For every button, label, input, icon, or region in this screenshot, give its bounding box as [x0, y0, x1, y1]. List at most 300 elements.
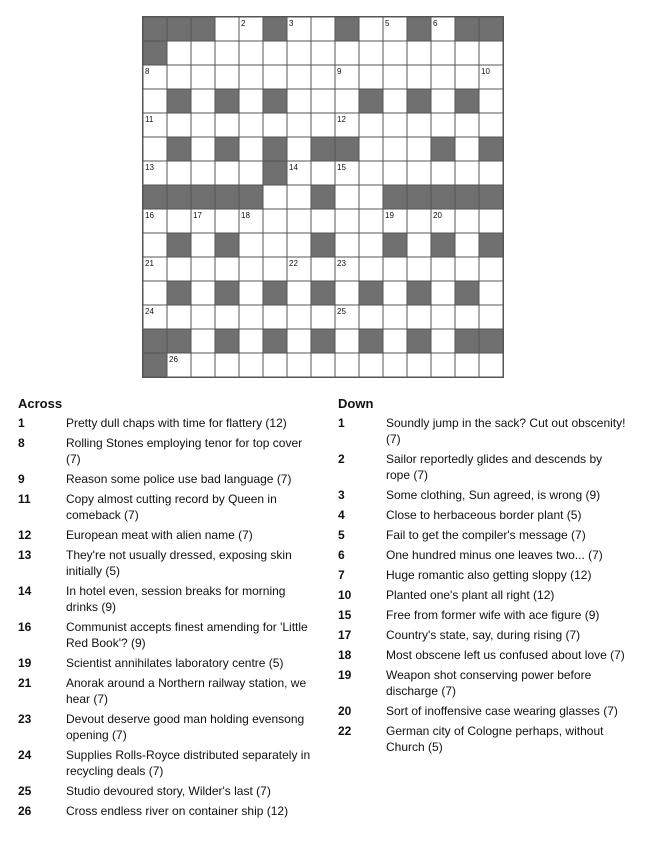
down-heading: Down: [338, 396, 374, 411]
cell-number: 26: [169, 355, 178, 364]
clue-text: Studio devoured story, Wilder's last (7): [66, 784, 271, 798]
clue-text: Planted one's plant all right (12): [386, 588, 555, 602]
across-clue: [18, 491, 318, 523]
block-cell: [168, 186, 191, 209]
grid-cell[interactable]: [456, 42, 479, 65]
cell-number: 5: [385, 19, 390, 28]
cell-number: 3: [289, 19, 294, 28]
grid-cell[interactable]: [192, 66, 215, 89]
block-cell: [144, 18, 167, 41]
block-cell: [384, 186, 407, 209]
clue-number: 9: [18, 472, 25, 486]
block-cell: [168, 234, 191, 257]
clue-text: Rolling Stones employing tenor for top cover (7): [66, 436, 303, 466]
grid-cell[interactable]: [384, 90, 407, 113]
clue-number: 17: [338, 628, 352, 642]
grid-cell[interactable]: [192, 162, 215, 185]
down-clue: [338, 527, 628, 543]
cell-number: 21: [145, 259, 154, 268]
clue-number: 22: [338, 724, 352, 738]
clue-number: 19: [18, 656, 32, 670]
cell-number: 6: [433, 19, 438, 28]
grid-cell[interactable]: [168, 306, 191, 329]
grid-cell[interactable]: [192, 42, 215, 65]
clue-text: Devout deserve good man holding evensong opening (7): [66, 712, 305, 742]
cell-number: 23: [337, 259, 346, 268]
grid-cell[interactable]: [456, 234, 479, 257]
grid-cell[interactable]: [480, 42, 503, 65]
grid-cell[interactable]: [288, 210, 311, 233]
clue-number: 13: [18, 548, 32, 562]
clue-number: 5: [338, 528, 345, 542]
clue-text: Huge romantic also getting sloppy (12): [386, 568, 592, 582]
grid-cell[interactable]: [336, 330, 359, 353]
grid-cell[interactable]: [432, 90, 455, 113]
grid-cell[interactable]: [240, 282, 263, 305]
cell-number: 13: [145, 163, 154, 172]
grid-cell[interactable]: [360, 186, 383, 209]
cell-number: 14: [289, 163, 298, 172]
grid-cell[interactable]: [336, 210, 359, 233]
block-cell: [192, 186, 215, 209]
clue-text: Free from former wife with ace figure (9): [386, 608, 600, 622]
grid-cell[interactable]: [384, 282, 407, 305]
grid-cell[interactable]: [312, 66, 335, 89]
grid-cell[interactable]: [264, 114, 287, 137]
grid-cell[interactable]: [240, 258, 263, 281]
grid-cell[interactable]: [192, 330, 215, 353]
grid-cell[interactable]: [288, 66, 311, 89]
grid-cell[interactable]: [264, 42, 287, 65]
grid-cell[interactable]: [312, 306, 335, 329]
grid-cell[interactable]: [168, 66, 191, 89]
cell-number: 12: [337, 115, 346, 124]
clue-number: 14: [18, 584, 32, 598]
down-clue: [338, 627, 628, 643]
grid-cell[interactable]: [240, 306, 263, 329]
grid-cell[interactable]: [408, 306, 431, 329]
grid-cell[interactable]: [264, 258, 287, 281]
grid-cell[interactable]: [312, 42, 335, 65]
cell-number: 16: [145, 211, 154, 220]
across-clue: [18, 783, 318, 799]
grid-cell[interactable]: [240, 138, 263, 161]
grid-cell[interactable]: [360, 114, 383, 137]
block-cell: [480, 186, 503, 209]
block-cell: [144, 186, 167, 209]
clue-number: 10: [338, 588, 352, 602]
grid-cell[interactable]: [432, 306, 455, 329]
grid-cell[interactable]: [336, 354, 359, 377]
block-cell: [264, 330, 287, 353]
clue-number: 15: [338, 608, 352, 622]
grid-cell[interactable]: [288, 114, 311, 137]
grid-cell[interactable]: [336, 234, 359, 257]
block-cell: [216, 282, 239, 305]
block-cell: [336, 18, 359, 41]
grid-cell[interactable]: [408, 42, 431, 65]
block-cell: [432, 234, 455, 257]
block-cell: [144, 354, 167, 377]
clue-text: European meat with alien name (7): [66, 528, 253, 542]
grid-cell[interactable]: [168, 114, 191, 137]
grid-cell[interactable]: [456, 354, 479, 377]
grid-cell[interactable]: [312, 18, 335, 41]
grid-cell[interactable]: [408, 66, 431, 89]
block-cell: [456, 90, 479, 113]
grid-cell[interactable]: [360, 354, 383, 377]
grid-cell[interactable]: [432, 114, 455, 137]
clue-text: Pretty dull chaps with time for flattery (12): [66, 416, 287, 430]
grid-cell[interactable]: [384, 354, 407, 377]
block-cell: [216, 234, 239, 257]
clue-number: 16: [18, 620, 32, 634]
down-clue: [338, 607, 628, 623]
clue-text: Supplies Rolls-Royce distributed separately in recycling deals (7): [66, 748, 311, 778]
clue-text: German city of Cologne perhaps, without Church (5): [386, 724, 604, 754]
clue-number: 24: [18, 748, 32, 762]
cell-number: 22: [289, 259, 298, 268]
clue-number: 2: [338, 452, 345, 466]
grid-cell[interactable]: [360, 138, 383, 161]
grid-cell[interactable]: [456, 306, 479, 329]
grid-cell[interactable]: [264, 306, 287, 329]
grid-cell[interactable]: [408, 354, 431, 377]
clue-text: Close to herbaceous border plant (5): [386, 508, 582, 522]
across-clue: [18, 435, 318, 467]
down-clue: [338, 567, 628, 583]
grid-cell[interactable]: [480, 354, 503, 377]
grid-cell[interactable]: [240, 66, 263, 89]
block-cell: [456, 330, 479, 353]
grid-cell[interactable]: [408, 210, 431, 233]
grid-cell[interactable]: [480, 114, 503, 137]
block-cell: [456, 186, 479, 209]
clue-number: 25: [18, 784, 32, 798]
clue-number: 1: [338, 416, 345, 430]
grid-cell[interactable]: [168, 210, 191, 233]
down-clue: [338, 547, 628, 563]
grid-cell[interactable]: [240, 354, 263, 377]
block-cell: [216, 186, 239, 209]
grid-cell[interactable]: [216, 66, 239, 89]
grid-cell[interactable]: [288, 282, 311, 305]
grid-cell[interactable]: [240, 162, 263, 185]
grid-cell[interactable]: [360, 18, 383, 41]
cell-number: 18: [241, 211, 250, 220]
block-cell: [312, 138, 335, 161]
block-cell: [168, 330, 191, 353]
cell-number: 8: [145, 67, 150, 76]
grid-cell[interactable]: [384, 330, 407, 353]
grid-cell[interactable]: [288, 330, 311, 353]
grid-cell[interactable]: [432, 330, 455, 353]
grid-cell[interactable]: [312, 210, 335, 233]
clue-number: 1: [18, 416, 25, 430]
grid-cell[interactable]: [312, 162, 335, 185]
grid-cell[interactable]: [264, 66, 287, 89]
block-cell: [408, 18, 431, 41]
block-cell: [264, 90, 287, 113]
across-clue: [18, 583, 318, 615]
across-clue: [18, 747, 318, 779]
grid-cell[interactable]: [264, 186, 287, 209]
clue-number: 18: [338, 648, 352, 662]
block-cell: [408, 330, 431, 353]
block-cell: [432, 138, 455, 161]
cell-number: 25: [337, 307, 346, 316]
cell-number: 2: [241, 19, 246, 28]
grid-cell[interactable]: [288, 186, 311, 209]
grid-cell[interactable]: [216, 18, 239, 41]
clue-number: 11: [18, 492, 31, 506]
block-cell: [312, 186, 335, 209]
block-cell: [360, 330, 383, 353]
across-clue: [18, 471, 318, 487]
down-clue: [338, 647, 628, 663]
grid-cell[interactable]: [216, 162, 239, 185]
grid-cell[interactable]: [168, 42, 191, 65]
block-cell: [408, 186, 431, 209]
grid-cell[interactable]: [264, 354, 287, 377]
block-cell: [192, 18, 215, 41]
grid-cell[interactable]: [384, 42, 407, 65]
grid-cell[interactable]: [168, 162, 191, 185]
grid-cell[interactable]: [144, 90, 167, 113]
clue-text: Reason some police use bad language (7): [66, 472, 292, 486]
clue-text: They're not usually dressed, exposing skin initially (5): [66, 548, 292, 578]
clue-text: Sort of inoffensive case wearing glasses (7): [386, 704, 618, 718]
grid-cell[interactable]: [144, 138, 167, 161]
block-cell: [312, 330, 335, 353]
block-cell: [312, 282, 335, 305]
block-cell: [456, 18, 479, 41]
clue-text: Copy almost cutting record by Queen in comeback (7): [66, 492, 277, 522]
block-cell: [264, 282, 287, 305]
grid-cell[interactable]: [240, 114, 263, 137]
block-cell: [408, 90, 431, 113]
block-cell: [168, 90, 191, 113]
grid-cell[interactable]: [360, 66, 383, 89]
grid-cell[interactable]: [312, 258, 335, 281]
block-cell: [432, 186, 455, 209]
block-cell: [480, 18, 503, 41]
block-cell: [408, 282, 431, 305]
grid-cell[interactable]: [216, 306, 239, 329]
clue-text: Scientist annihilates laboratory centre (5): [66, 656, 284, 670]
clue-number: 20: [338, 704, 352, 718]
across-heading: Across: [18, 396, 63, 411]
grid-cell[interactable]: [456, 66, 479, 89]
grid-cell[interactable]: [408, 162, 431, 185]
grid-cell[interactable]: [168, 258, 191, 281]
grid-cell[interactable]: [216, 114, 239, 137]
grid-cell[interactable]: [360, 210, 383, 233]
grid-cell[interactable]: [384, 306, 407, 329]
grid-cell[interactable]: [432, 258, 455, 281]
clue-number: 26: [18, 804, 32, 818]
grid-cell[interactable]: [456, 210, 479, 233]
grid-cell[interactable]: [192, 90, 215, 113]
grid-cell[interactable]: [216, 42, 239, 65]
grid-cell[interactable]: [144, 234, 167, 257]
grid-cell[interactable]: [360, 258, 383, 281]
down-clues: [338, 396, 628, 759]
cell-number: 10: [481, 67, 490, 76]
grid-cell[interactable]: [360, 306, 383, 329]
down-clue: [338, 587, 628, 603]
grid-cell[interactable]: [384, 162, 407, 185]
grid-cell[interactable]: [312, 90, 335, 113]
block-cell: [216, 330, 239, 353]
grid-cell[interactable]: [216, 354, 239, 377]
grid-cell[interactable]: [240, 90, 263, 113]
grid-cell[interactable]: [288, 90, 311, 113]
block-cell: [264, 18, 287, 41]
crossword-grid: [142, 16, 504, 378]
clue-number: 8: [18, 436, 25, 450]
cell-number: 11: [145, 115, 154, 124]
block-cell: [264, 138, 287, 161]
block-cell: [216, 138, 239, 161]
down-clue: [338, 507, 628, 523]
across-clue: [18, 711, 318, 743]
block-cell: [168, 138, 191, 161]
grid-cell[interactable]: [384, 114, 407, 137]
grid-cell[interactable]: [312, 114, 335, 137]
grid-cell[interactable]: [480, 210, 503, 233]
block-cell: [216, 90, 239, 113]
block-cell: [312, 234, 335, 257]
grid-cell[interactable]: [360, 42, 383, 65]
grid-cell[interactable]: [336, 186, 359, 209]
grid-cell[interactable]: [360, 234, 383, 257]
block-cell: [336, 138, 359, 161]
down-clue: [338, 415, 628, 447]
clue-text: Cross endless river on container ship (12): [66, 804, 289, 818]
clue-number: 7: [338, 568, 345, 582]
grid-cell[interactable]: [288, 354, 311, 377]
clue-number: 21: [18, 676, 32, 690]
grid-cell[interactable]: [192, 306, 215, 329]
clue-text: Fail to get the compiler's message (7): [386, 528, 586, 542]
grid-cell[interactable]: [480, 162, 503, 185]
grid-cell[interactable]: [456, 138, 479, 161]
down-clue: [338, 703, 628, 719]
clue-text: Most obscene left us confused about love (7): [386, 648, 625, 662]
grid-cell[interactable]: [480, 90, 503, 113]
grid-cell[interactable]: [408, 258, 431, 281]
grid-cell[interactable]: [408, 234, 431, 257]
grid-cell[interactable]: [288, 306, 311, 329]
block-cell: [384, 234, 407, 257]
block-cell: [456, 282, 479, 305]
clue-text: Weapon shot conserving power before discharge (7): [386, 668, 592, 698]
grid-cell[interactable]: [336, 90, 359, 113]
grid-cell[interactable]: [480, 258, 503, 281]
across-clue: [18, 803, 318, 819]
across-clues: [18, 396, 318, 823]
cell-number: 9: [337, 67, 342, 76]
clue-number: 6: [338, 548, 345, 562]
cell-number: 15: [337, 163, 346, 172]
grid-cell[interactable]: [432, 66, 455, 89]
grid-cell[interactable]: [432, 354, 455, 377]
grid-cell[interactable]: [336, 282, 359, 305]
grid-cell[interactable]: [288, 42, 311, 65]
block-cell: [360, 90, 383, 113]
clue-number: 12: [18, 528, 32, 542]
across-clue: [18, 547, 318, 579]
grid-cell[interactable]: [192, 138, 215, 161]
grid-cell[interactable]: [192, 114, 215, 137]
grid-cell[interactable]: [432, 282, 455, 305]
clue-text: Anorak around a Northern railway station, we hear (7): [66, 676, 307, 706]
clue-text: Soundly jump in the sack? Cut out obscenity! (7): [386, 416, 626, 446]
cell-number: 24: [145, 307, 154, 316]
block-cell: [360, 282, 383, 305]
grid-cell[interactable]: [192, 234, 215, 257]
grid-cell[interactable]: [288, 234, 311, 257]
grid-cell[interactable]: [384, 258, 407, 281]
grid-cell[interactable]: [384, 66, 407, 89]
across-clue: [18, 655, 318, 671]
grid-cell[interactable]: [408, 138, 431, 161]
block-cell: [480, 330, 503, 353]
block-cell: [480, 234, 503, 257]
grid-cell[interactable]: [288, 138, 311, 161]
across-clue-list: [18, 415, 318, 819]
grid-cell[interactable]: [384, 138, 407, 161]
clue-text: Communist accepts finest amending for 'Little Red Book'? (9): [66, 620, 308, 650]
grid-cell[interactable]: [360, 162, 383, 185]
grid-cell[interactable]: [456, 114, 479, 137]
block-cell: [480, 138, 503, 161]
grid-cell[interactable]: [408, 114, 431, 137]
grid-cell[interactable]: [216, 258, 239, 281]
grid-cell[interactable]: [336, 42, 359, 65]
grid-cell[interactable]: [264, 210, 287, 233]
grid-cell[interactable]: [192, 282, 215, 305]
cell-number: 20: [433, 211, 442, 220]
grid-cell[interactable]: [432, 162, 455, 185]
grid-cell[interactable]: [264, 234, 287, 257]
grid-cell[interactable]: [432, 42, 455, 65]
cell-number: 19: [385, 211, 394, 220]
grid-cell[interactable]: [192, 258, 215, 281]
block-cell: [240, 186, 263, 209]
grid-cell[interactable]: [240, 42, 263, 65]
grid-cell[interactable]: [312, 354, 335, 377]
grid-cell[interactable]: [192, 354, 215, 377]
grid-cell[interactable]: [240, 234, 263, 257]
block-cell: [168, 282, 191, 305]
clue-number: 23: [18, 712, 32, 726]
across-clue: [18, 675, 318, 707]
down-clue: [338, 487, 628, 503]
clue-text: Some clothing, Sun agreed, is wrong (9): [386, 488, 601, 502]
grid-cell[interactable]: [240, 330, 263, 353]
grid-cell[interactable]: [144, 282, 167, 305]
grid-cell[interactable]: [216, 210, 239, 233]
grid-cell[interactable]: [456, 258, 479, 281]
block-cell: [168, 18, 191, 41]
down-clue: [338, 723, 628, 755]
grid-cell[interactable]: [456, 162, 479, 185]
across-clue: [18, 619, 318, 651]
grid-cell[interactable]: [480, 282, 503, 305]
grid-cell[interactable]: [480, 306, 503, 329]
